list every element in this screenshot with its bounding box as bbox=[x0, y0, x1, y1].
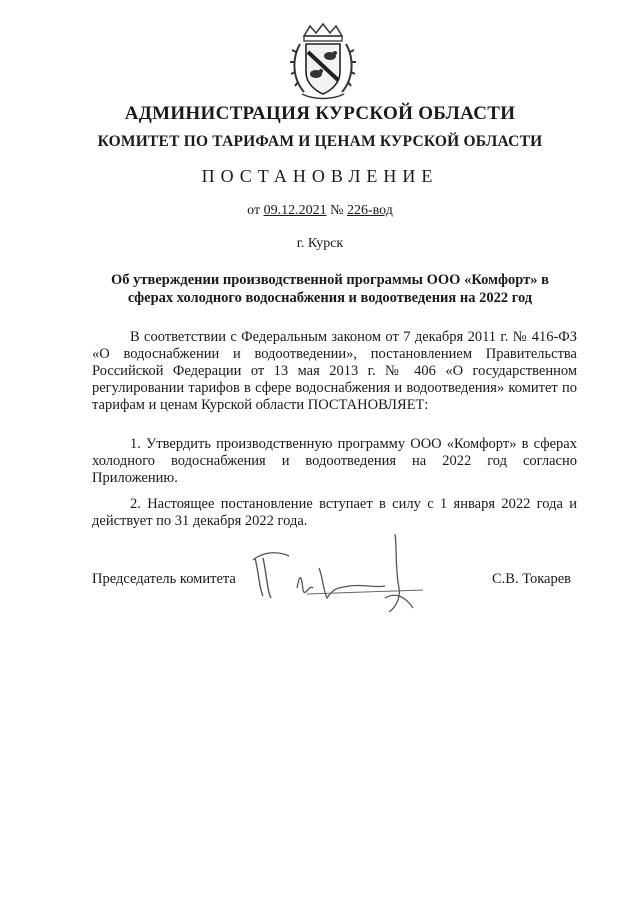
city: г. Курск bbox=[296, 236, 344, 251]
item-1-paragraph: 1. Утвердить производственную программу ООО «Комфорт» в сферах холодного водоснабжения и водоотведения на 2022 год согласно Приложению. bbox=[92, 436, 577, 486]
signatory-name: С.В. Токарев bbox=[492, 571, 572, 587]
handwritten-signature bbox=[245, 528, 430, 618]
date-number-line bbox=[0, 203, 640, 219]
number-sign: № bbox=[330, 203, 344, 218]
committee-name: КОМИТЕТ ПО ТАРИФАМ И ЦЕНАМ КУРСКОЙ ОБЛАСТИ bbox=[97, 133, 543, 150]
document-number: 226-вод bbox=[346, 203, 393, 218]
signatory-title: Председатель комитета bbox=[92, 571, 236, 587]
kursk-coat-of-arms-icon bbox=[290, 22, 356, 102]
item-2-paragraph: 2. Настоящее постановление вступает в силу с 1 января 2022 года и действует по 31 декабря 2022 года. bbox=[92, 496, 577, 529]
preamble-paragraph: В соответствии с Федеральным законом от 7 декабря 2011 г. № 416-ФЗ «О водоснабжении и водоотведении», постановлением Правительства Российской Федерации от 13 мая 2013 г. № 406 «О государственном регулировании тарифов в сфере водоснабжения и водоотведения» комитет по тарифам и ценам Курской области ПОСТАНОВЛЯЕТ: bbox=[92, 329, 577, 413]
document-date: 09.12.2021 bbox=[263, 203, 327, 218]
date-prefix: от bbox=[247, 203, 261, 218]
organization-name: АДМИНИСТРАЦИЯ КУРСКОЙ ОБЛАСТИ bbox=[124, 103, 516, 124]
document-subject: Об утверждении производственной программы ООО «Комфорт» в сферах холодного водоснабжения и водоотведения на 2022 год bbox=[111, 272, 549, 306]
document-type: ПОСТАНОВЛЕНИЕ bbox=[201, 166, 439, 186]
